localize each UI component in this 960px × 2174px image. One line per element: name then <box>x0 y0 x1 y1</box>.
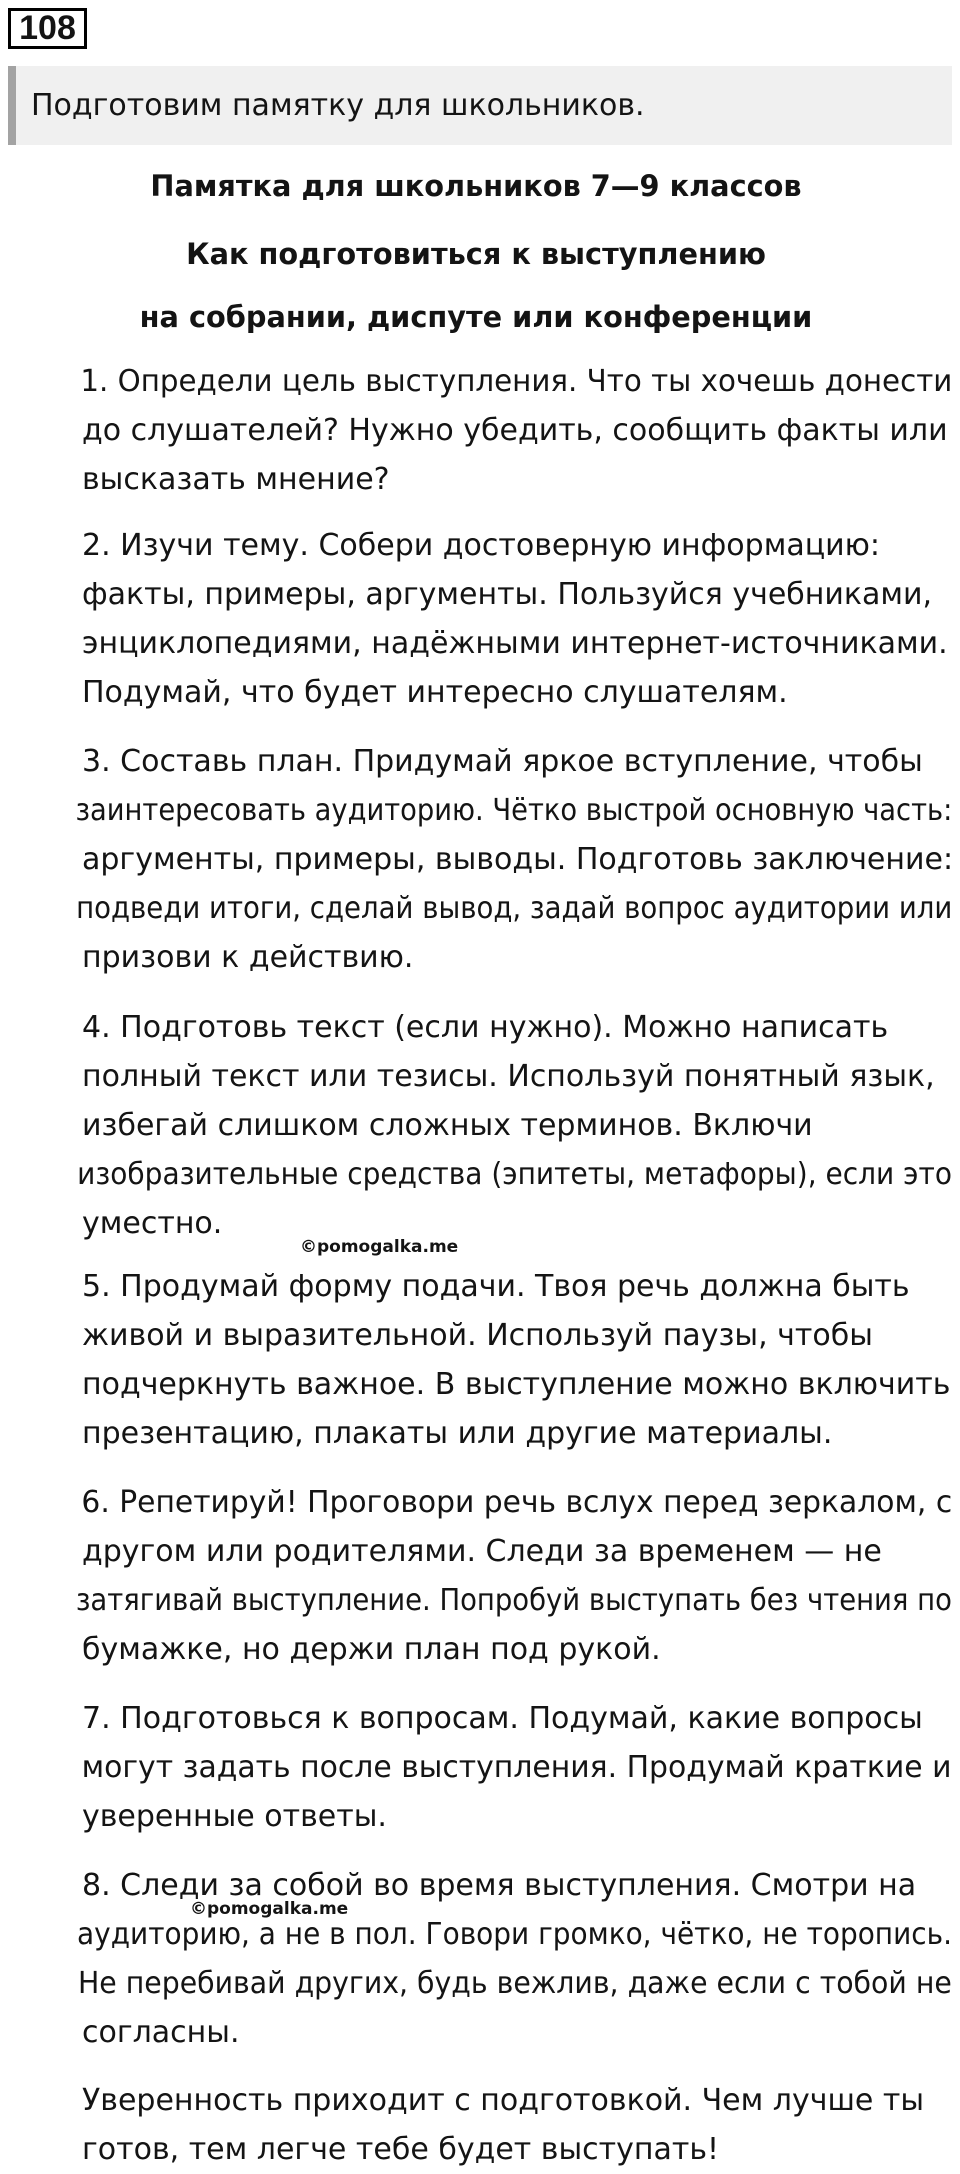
text-line: факты, примеры, аргументы. Пользуйся учебниками, <box>82 577 933 612</box>
watermark-2: ©pomogalka.me <box>190 1899 349 1919</box>
text-line: презентацию, плакаты или другие материалы. <box>82 1416 833 1451</box>
text-line: аргументы, примеры, выводы. Подготовь заключение: <box>82 842 954 877</box>
text-line: уместно. <box>82 1206 223 1241</box>
text-line: другом или родителями. Следи за временем — не <box>82 1534 882 1569</box>
text-line: изобразительные средства (эпитеты, метафоры), если это <box>77 1157 952 1192</box>
text-line: 1. Определи цель выступления. Что ты хочешь донести <box>80 364 953 399</box>
text-line: полный текст или тезисы. Используй понятный язык, <box>82 1059 935 1094</box>
text-line: подведи итоги, сделай вывод, задай вопрос аудитории или <box>76 891 953 926</box>
text-line: живой и выразительной. Используй паузы, чтобы <box>82 1318 873 1353</box>
text-line: Уверенность приходит с подготовкой. Чем лучше ты <box>82 2083 925 2118</box>
paragraph-conclusion <box>9 2076 953 2174</box>
text-line: подчеркнуть важное. В выступление можно включить <box>82 1367 951 1402</box>
text-line: до слушателей? Нужно убедить, сообщить факты или <box>82 413 948 448</box>
text-line: аудиторию, а не в пол. Говори громко, чётко, не торопись. <box>77 1917 952 1952</box>
paragraph-8 <box>9 1861 953 2057</box>
text-line: призови к действию. <box>82 940 414 975</box>
paragraph-3 <box>9 737 953 982</box>
text-line: энциклопедиями, надёжными интернет-источниками. <box>82 626 948 661</box>
text-line: высказать мнение? <box>82 462 390 497</box>
memo-subtitle-line-1: Как подготовиться к выступлению <box>186 237 766 271</box>
text-line: затягивай выступление. Попробуй выступать без чтения по <box>75 1583 952 1618</box>
paragraph-4 <box>9 1003 953 1248</box>
paragraph-5 <box>9 1262 953 1458</box>
text-line: бумажке, но держи план под рукой. <box>82 1632 661 1667</box>
text-line: 6. Репетируй! Проговори речь вслух перед зеркалом, с <box>81 1485 953 1520</box>
text-line: Подумай, что будет интересно слушателям. <box>82 675 788 710</box>
text-line: согласны. <box>82 2015 240 2050</box>
paragraph-2 <box>9 521 953 717</box>
memo-title: Памятка для школьников 7—9 классов <box>150 169 802 203</box>
text-line: 5. Продумай форму подачи. Твоя речь должна быть <box>82 1269 910 1304</box>
task-number-badge: 108 <box>8 8 87 49</box>
paragraph-6 <box>9 1478 953 1674</box>
text-line: 2. Изучи тему. Собери достоверную информацию: <box>82 528 881 563</box>
watermark-1: ©pomogalka.me <box>300 1237 459 1257</box>
text-line: 4. Подготовь текст (если нужно). Можно написать <box>82 1010 889 1045</box>
text-line: уверенные ответы. <box>82 1799 387 1834</box>
text-line: заинтересовать аудиторию. Чётко выстрой основную часть: <box>75 793 953 828</box>
paragraph-7 <box>9 1694 953 1841</box>
memo-subtitle-line-2: на собрании, диспуте или конференции <box>139 300 813 334</box>
text-line: 3. Составь план. Придумай яркое вступление, чтобы <box>82 744 923 779</box>
text-line: избегай слишком сложных терминов. Включи <box>82 1108 813 1143</box>
text-line: готов, тем легче тебе будет выступать! <box>82 2132 720 2167</box>
text-line: Не перебивай других, будь вежлив, даже если с тобой не <box>77 1966 952 2001</box>
intro-banner: Подготовим памятку для школьников. <box>8 66 952 145</box>
text-line: могут задать после выступления. Продумай краткие и <box>81 1750 952 1785</box>
paragraph-1 <box>9 357 953 504</box>
text-line: 8. Следи за собой во время выступления. Смотри на <box>82 1868 917 1903</box>
text-line: 7. Подготовься к вопросам. Подумай, какие вопросы <box>82 1701 923 1736</box>
